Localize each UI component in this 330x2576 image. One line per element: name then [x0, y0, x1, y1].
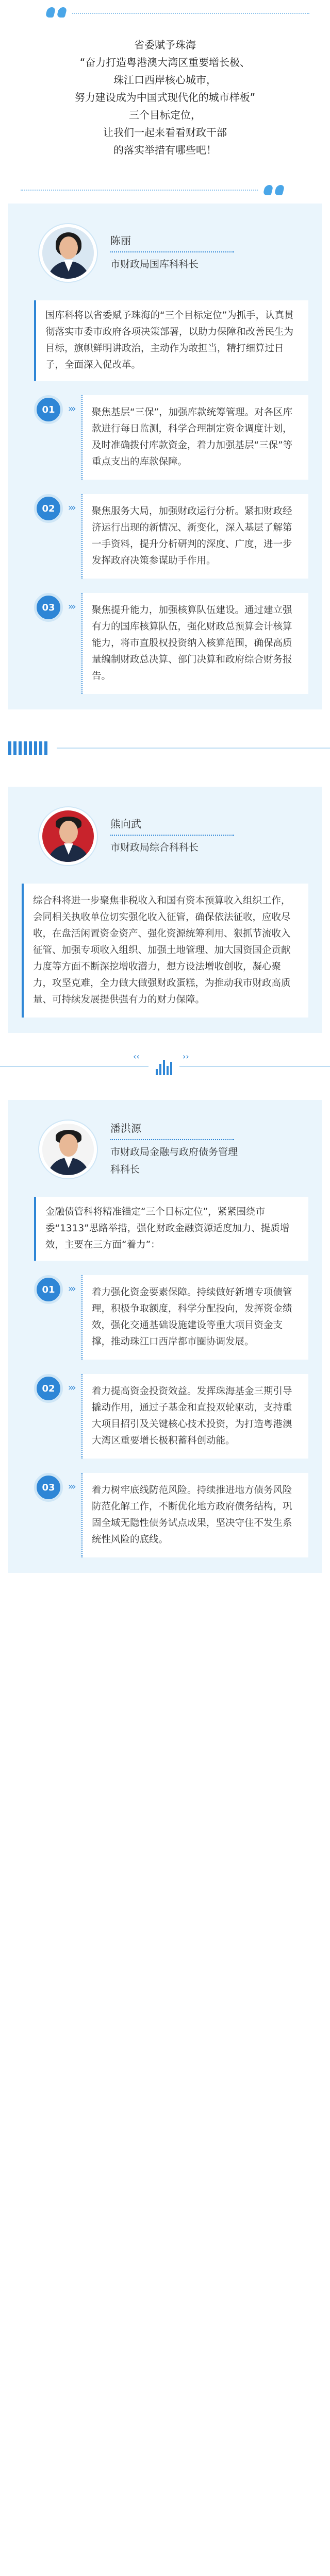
profile-card-chen-li	[8, 204, 322, 709]
chevron-right-icon: ›››	[68, 1283, 75, 1294]
card-header	[8, 1100, 322, 1178]
section-divider	[0, 1033, 330, 1100]
body-paragraph: 综合科将进一步聚焦非税收入和国有资本预算收入组织工作，会同相关执收单位切实强化收入征管，确保依法征收，应收尽收，在盘活闲置资金资产、强化资源统筹利用、狠抓节流收入征管、加强专项收入组织、加强土地管理、加大国资国企贡献力度等方面不断深挖增收潜力，想方设法增收创收，凝心聚力，攻坚克难，全力做大做强财政蛋糕，为推动我市财政高质量、可持续发展提供强有力的财力保障。	[22, 884, 308, 1018]
intro-line: 让我们一起来看看财政干部	[103, 126, 227, 139]
person-info	[110, 816, 234, 856]
intro-divider-bottom	[21, 190, 258, 191]
person-title-cont: 科科长	[110, 1164, 140, 1175]
avatar	[39, 807, 97, 865]
intro-divider-top	[72, 13, 309, 14]
person-title: 市财政局国库科科长	[110, 259, 199, 270]
intro-line: 努力建设成为中国式现代化的城市样板”	[74, 91, 256, 104]
chevron-right-icon: ›››	[68, 403, 75, 414]
card-header	[8, 787, 322, 865]
number-badge: 01	[34, 1275, 63, 1304]
lead-paragraph: 金融债管科将精准锚定“三个目标定位”，紧紧围绕市委“1313”思路举措，强化财政金融资源适度加力、提质增效，主要在三方面“着力”：	[34, 1197, 308, 1261]
bars-icon	[8, 741, 47, 755]
number-badge: 01	[34, 395, 63, 424]
close-quote-icon	[264, 185, 284, 195]
person-title: 市财政局金融与政府债务管理	[110, 1146, 238, 1158]
avatar	[39, 1121, 97, 1178]
number-badge: 02	[34, 1374, 63, 1403]
person-info	[110, 233, 234, 273]
chevron-right-icon: ›››	[68, 502, 75, 513]
list-item	[34, 494, 308, 579]
list-item	[34, 1275, 308, 1360]
open-quote-icon	[46, 7, 66, 18]
person-info	[110, 1121, 238, 1178]
chevron-right-icon: ››	[183, 1052, 189, 1061]
number-badge: 03	[34, 1473, 63, 1502]
chevron-right-icon: ›››	[68, 1481, 75, 1492]
point-text: 聚焦提升能力，加强核算队伍建设。通过建立强有力的国库核算队伍，强化财政总预算会计核算能力，将市直股权投资纳入核算范围，确保高质量编制财政总决算、部门决算和政府综合财务报告。	[81, 593, 308, 694]
chevron-left-icon: ‹‹	[133, 1052, 140, 1061]
number-badge: 02	[34, 494, 63, 523]
point-text: 着力树牢底线防范风险。持续推进地方债务风险防范化解工作，不断优化地方政府债务结构，巩固全域无隐性债务试点成果，坚决守住不发生系统性风险的底线。	[81, 1473, 308, 1557]
person-name: 潘洪源	[110, 1122, 141, 1134]
point-text: 着力强化资金要素保障。持续做好新增专项债管理，积极争取额度，科学分配投向，发挥资金绩效，强化交通基础设施建设等重大项目资金支撑，推动珠江口西岸都市圈协调发展。	[81, 1275, 308, 1360]
chevron-right-icon: ›››	[68, 1382, 75, 1393]
list-item	[34, 1473, 308, 1557]
chevron-right-icon: ›››	[68, 601, 75, 612]
intro-line: 三个目标定位，	[129, 109, 201, 121]
profile-card-pan-hongyuan	[8, 1100, 322, 1573]
profile-card-xiong-xiangwu	[8, 787, 322, 1033]
number-badge: 03	[34, 593, 63, 622]
dotted-rule	[110, 1139, 234, 1140]
point-text: 着力提高资金投资效益。发挥珠海基金三期引导撬动作用，通过子基金和直投双轮驱动，支持重大项目招引及关键核心技术投资，为打造粤港澳大湾区重要增长极积蓄科创动能。	[81, 1374, 308, 1459]
list-item	[34, 1374, 308, 1459]
intro-line: 珠江口西岸核心城市，	[113, 74, 217, 86]
card-header	[8, 204, 322, 282]
person-title: 市财政局综合科科长	[110, 842, 199, 853]
dotted-rule	[110, 251, 234, 252]
list-item	[34, 395, 308, 480]
section-divider	[0, 709, 330, 787]
point-text: 聚焦基层“三保”，加强库款统筹管理。对各区库款进行每日监测，科学合理制定资金调度计划，及时准确拨付库款资金，着力加强基层“三保”等重点支出的库款保障。	[81, 395, 308, 480]
intro-line: 省委赋予珠海	[134, 39, 196, 51]
lead-paragraph: 国库科将以省委赋予珠海的“三个目标定位”为抓手，认真贯彻落实市委市政府各项决策部署，以助力保障和改善民生为目标，旗帜鲜明讲政治，主动作为敢担当，精打细算过日子，全面深入促改革。	[34, 300, 308, 381]
person-name: 熊向武	[110, 818, 141, 830]
point-text: 聚焦服务大局，加强财政运行分析。紧扣财政经济运行出现的新情况、新变化，深入基层了解第一手资料，提升分析研判的深度、广度，进一步发挥政府决策参谋助手作用。	[81, 494, 308, 579]
person-name: 陈丽	[110, 234, 131, 247]
intro-line: 的落实举措有哪些吧！	[113, 144, 217, 156]
dotted-rule	[110, 835, 234, 836]
intro-section	[0, 0, 330, 204]
avatar	[39, 224, 97, 282]
list-item	[34, 593, 308, 694]
intro-line: “奋力打造粤港澳大湾区重要增长极、	[79, 56, 251, 69]
intro-text	[0, 36, 330, 159]
bar-chart-icon	[148, 1057, 179, 1075]
